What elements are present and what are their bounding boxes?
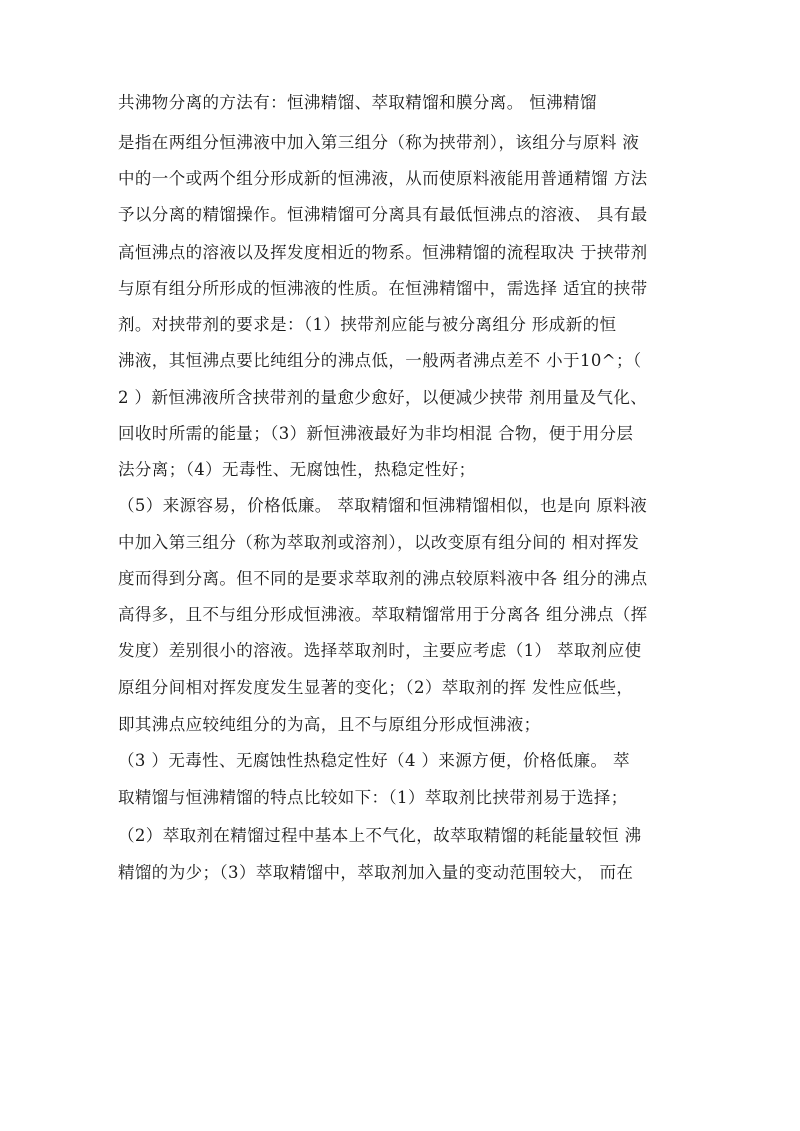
text-line-4: 予以分离的精馏操作。恒沸精馏可分离具有最低恒沸点的溶液、 具有最 xyxy=(118,205,648,224)
text-line-6: 与原有组分所形成的恒沸液的性质。在恒沸精馏中，需选择 适宜的挟带 xyxy=(118,279,648,298)
text-line-15: 高得多，且不与组分形成恒沸液。萃取精馏常用于分离各 组分沸点（挥 xyxy=(118,605,648,624)
text-line-2: 是指在两组分恒沸液中加入第三组分（称为挟带剂），该组分与原料 液 xyxy=(118,133,640,152)
text-line-22: 精馏的为少；（3）萃取精馏中，萃取剂加入量的变动范围较大， 而在 xyxy=(118,863,634,882)
text-line-1: 共沸物分离的方法有：恒沸精馏、萃取精馏和膜分离。 恒沸精馏 xyxy=(118,93,597,112)
text-line-21: （2）萃取剂在精馏过程中基本上不气化，故萃取精馏的耗能量较恒 沸 xyxy=(118,826,642,845)
text-line-13: 中加入第三组分（称为萃取剂或溶剂），以改变原有组分间的 相对挥发 xyxy=(118,533,640,552)
text-line-17: 原组分间相对挥发度发生显著的变化；（2）萃取剂的挥 发性应低些， xyxy=(118,678,634,697)
text-line-8: 沸液，其恒沸点要比纯组分的沸点低，一般两者沸点差不 小于10^；（ xyxy=(118,351,642,370)
text-line-9: 2 ）新恒沸液所含挟带剂的量愈少愈好，以便减少挟带 剂用量及气化、 xyxy=(118,388,648,407)
text-line-5: 高恒沸点的溶液以及挥发度相近的物系。恒沸精馏的流程取决 于挟带剂 xyxy=(118,243,648,262)
text-line-10: 回收时所需的能量；（3）新恒沸液最好为非均相混 合物，便于用分层 xyxy=(118,424,634,443)
text-line-3: 中的一个或两个组分形成新的恒沸液，从而使原料液能用普通精馏 方法 xyxy=(118,169,648,188)
text-line-16: 发度）差别很小的溶液。选择萃取剂时，主要应考虑（1） 萃取剂应使 xyxy=(118,641,642,660)
text-line-11: 法分离；（4）无毒性、无腐蚀性，热稳定性好； xyxy=(118,460,476,479)
text-line-7: 剂。对挟带剂的要求是：（1）挟带剂应能与被分离组分 形成新的恒 xyxy=(118,315,617,334)
text-line-20: 取精馏与恒沸精馏的特点比较如下：（1）萃取剂比挟带剂易于选择； xyxy=(118,788,628,807)
text-line-12: （5）来源容易，价格低廉。 萃取精馏和恒沸精馏相似，也是向 原料液 xyxy=(118,496,648,515)
text-line-19: （3 ）无毒性、无腐蚀性热稳定性好（4 ）来源方便，价格低廉。 萃 xyxy=(118,751,630,770)
text-line-14: 度而得到分离。但不同的是要求萃取剂的沸点较原料液中各 组分的沸点 xyxy=(118,569,648,588)
text-line-18: 即其沸点应较纯组分的为高，且不与原组分形成恒沸液； xyxy=(118,715,541,734)
